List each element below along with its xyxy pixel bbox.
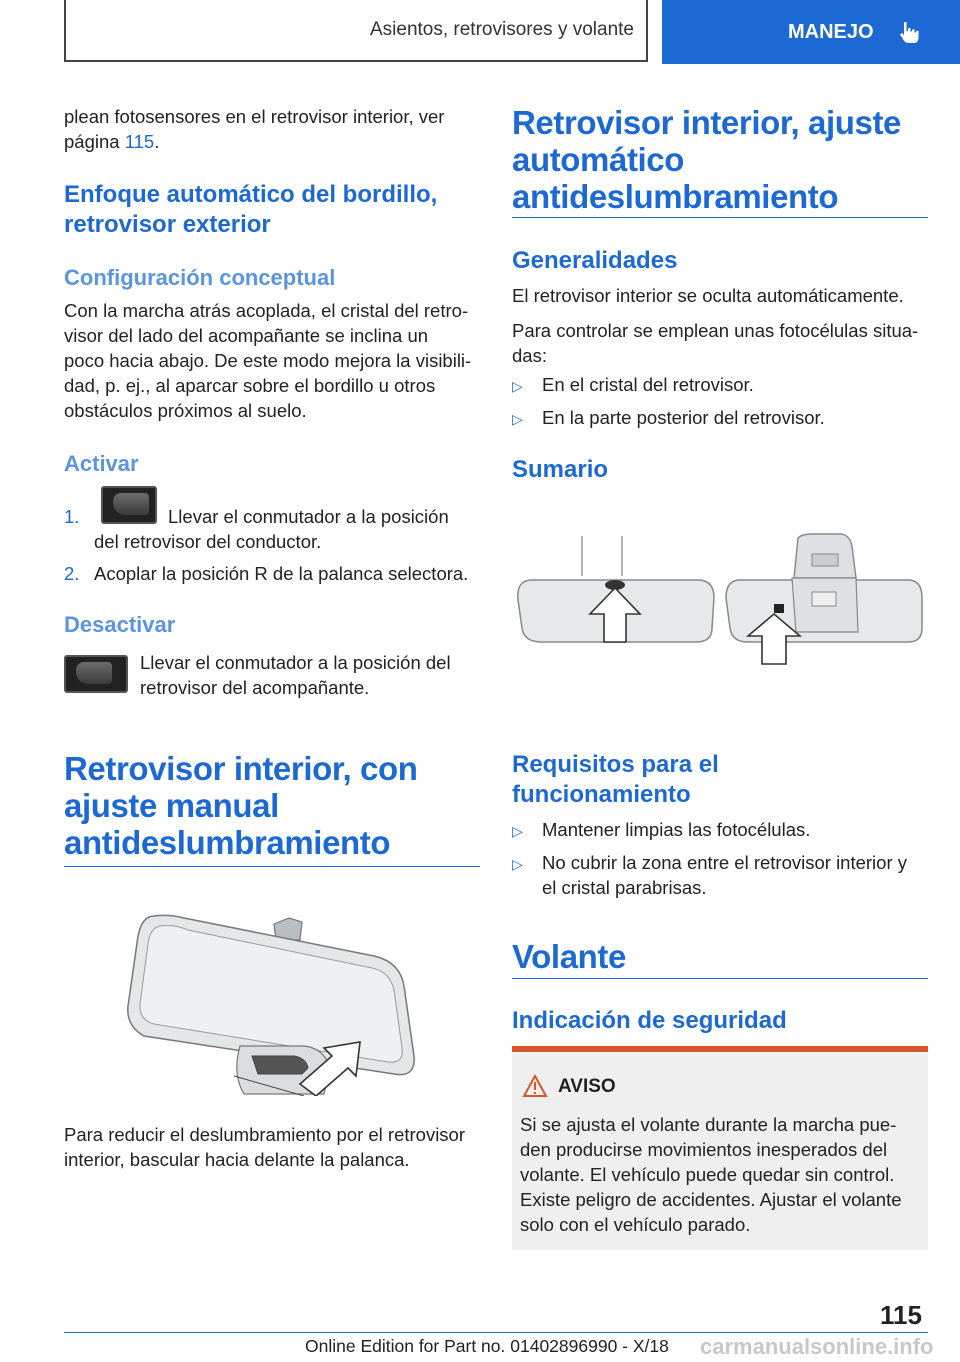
footer-edition: Online Edition for Part no. 01402896990 - X/18 <box>305 1336 669 1356</box>
heading-curb-focus <box>64 180 437 240</box>
heading-summary: Sumario <box>512 456 609 483</box>
general-p1: El retrovisor interior se oculta automáticamente. <box>512 285 904 306</box>
intro-line-2 <box>64 129 159 154</box>
warning-line-3: volante. El vehículo puede quedar sin control. <box>520 1164 895 1185</box>
bullet-triangle-icon: ▷ <box>512 823 523 839</box>
warning-line-2: den producirse movimientos inesperados del <box>520 1139 888 1160</box>
deactivate-line-2: retrovisor del acompañante. <box>140 677 370 698</box>
warning-line-1: Si se ajusta el volante durante la marcha pue- <box>520 1114 897 1135</box>
heading-wheel: Volante <box>512 938 626 975</box>
header-section-title: Asientos, retrovisores y volante <box>369 19 634 40</box>
header-chapter-label: MANEJO <box>788 20 874 43</box>
manual-mirror-illustration <box>124 896 424 1096</box>
hand-pointer-icon <box>896 19 922 45</box>
deactivate-line-1: Llevar el conmutador a la posición del <box>140 652 451 673</box>
manual-line-1: Para reducir el deslumbramiento por el retrovisor <box>64 1124 466 1145</box>
step-1-line-1: Llevar el conmutador a la posición <box>168 506 449 527</box>
general-bullet-1 <box>512 372 754 399</box>
step-1-number: 1. <box>64 506 80 527</box>
concept-line-5: obstáculos próximos al suelo. <box>64 400 307 421</box>
concept-line-4: dad, p. ej., al aparcar sobre el bordillo u otros <box>64 375 436 396</box>
heading-curb-line1: Enfoque automático del bordillo, <box>64 181 438 208</box>
bullet-triangle-icon: ▷ <box>512 411 523 427</box>
heading-manual-line1: Retrovisor interior, con <box>64 750 418 787</box>
req-bullet-2-line-1: No cubrir la zona entre el retrovisor interior y <box>542 852 908 873</box>
req-bullet-2 <box>512 850 907 877</box>
warning-title: AVISO <box>558 1076 616 1097</box>
step-2-number: 2. <box>64 563 80 584</box>
auto-mirror-illustration <box>512 532 928 668</box>
general-bullet-1-text: En el cristal del retrovisor. <box>542 374 754 395</box>
req-bullet-1-text: Mantener limpias las fotocélulas. <box>542 819 811 840</box>
warning-triangle-icon <box>522 1074 548 1098</box>
warning-box <box>512 1046 928 1250</box>
req-bullet-2-line-2: el cristal parabrisas. <box>542 877 707 898</box>
warning-line-5: solo con el vehículo parado. <box>520 1214 751 1235</box>
header-section-tab <box>64 0 648 62</box>
heading-rule-auto <box>512 217 928 218</box>
general-p2-line-1: Para controlar se emplean unas fotocélulas situa- <box>512 320 919 341</box>
heading-req-line2: funcionamiento <box>512 781 691 808</box>
step-1 <box>64 504 94 529</box>
warning-line-4: Existe peligro de accidentes. Ajustar el volante <box>520 1189 902 1210</box>
heading-concept: Configuración conceptual <box>64 265 336 290</box>
watermark: carmanualsonline.info <box>700 1334 934 1359</box>
step-1-line-2: del retrovisor del conductor. <box>94 531 322 552</box>
heading-safety: Indicación de seguridad <box>512 1007 787 1034</box>
heading-auto-line1: Retrovisor interior, ajuste <box>512 104 901 141</box>
step-2-text: Acoplar la posición R de la palanca selectora. <box>94 563 469 584</box>
general-bullet-2 <box>512 405 825 432</box>
heading-auto-mirror <box>512 104 901 215</box>
heading-curb-line2: retrovisor exterior <box>64 211 271 238</box>
manual-line-2: interior, bascular hacia delante la palanca. <box>64 1149 410 1170</box>
heading-auto-line2: automático <box>512 141 685 178</box>
page-number: 115 <box>880 1300 922 1330</box>
step-2 <box>64 561 468 586</box>
bullet-triangle-icon: ▷ <box>512 378 523 394</box>
concept-line-3: poco hacia abajo. De este modo mejora la visibili- <box>64 350 472 371</box>
mirror-switch-passenger-icon <box>64 655 128 693</box>
heading-requirements <box>512 750 719 810</box>
heading-rule-wheel <box>512 978 928 979</box>
concept-line-1: Con la marcha atrás acoplada, el cristal del retro- <box>64 300 469 321</box>
heading-auto-line3: antideslumbramiento <box>512 178 839 215</box>
heading-general: Generalidades <box>512 247 678 274</box>
bullet-triangle-icon: ▷ <box>512 856 523 872</box>
general-p2-line-2: das: <box>512 345 547 366</box>
intro-line-1: plean fotosensores en el retrovisor interior, ver <box>64 106 445 127</box>
heading-rule <box>64 866 480 867</box>
heading-activate: Activar <box>64 451 139 476</box>
heading-deactivate: Desactivar <box>64 612 176 637</box>
page-link-115[interactable]: 115 <box>124 131 155 152</box>
heading-manual-line3: antideslumbramiento <box>64 824 391 861</box>
heading-req-line1: Requisitos para el <box>512 751 719 778</box>
heading-manual-line2: ajuste manual <box>64 787 279 824</box>
general-bullet-2-text: En la parte posterior del retrovisor. <box>542 407 825 428</box>
header-chapter-tab[interactable] <box>662 0 960 64</box>
req-bullet-1 <box>512 817 810 844</box>
intro-page-text: página <box>64 131 125 152</box>
intro-end: . <box>154 131 160 152</box>
heading-manual-mirror <box>64 750 417 861</box>
footer-rule <box>64 1332 928 1333</box>
concept-line-2: visor del lado del acompañante se inclina un <box>64 325 429 346</box>
mirror-switch-icon <box>101 486 157 524</box>
